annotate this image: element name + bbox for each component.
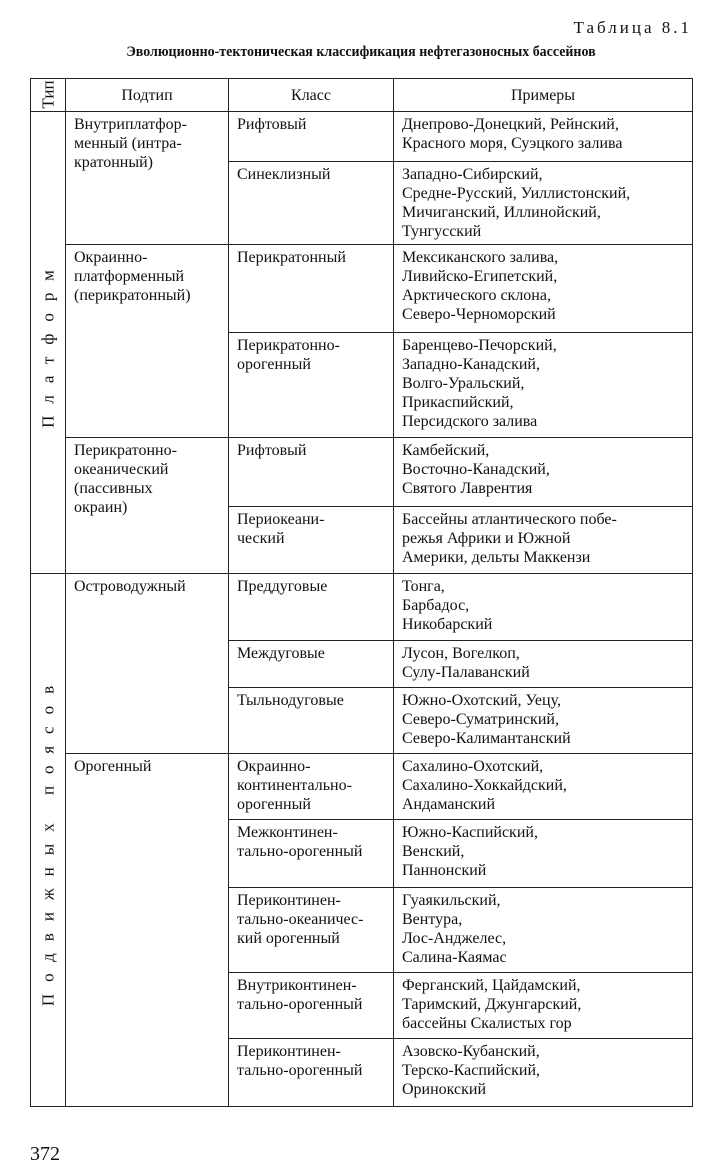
examples-cell: Камбейский, Восточно-Канадский, Святого Лаврентия bbox=[394, 438, 693, 507]
examples-cell: Мексиканского залива, Ливийско-Египетский, Арктического склона, Северо-Черноморский bbox=[394, 245, 693, 333]
table-row bbox=[31, 574, 693, 641]
table-row bbox=[31, 112, 693, 162]
subtype-cell: Внутриплатфор- менный (интра- кратонный) bbox=[66, 112, 229, 245]
class-cell: Рифтовый bbox=[229, 438, 394, 507]
examples-cell: Западно-Сибирский, Средне-Русский, Уиллистонский, Мичиганский, Иллинойский, Тунгусский bbox=[394, 162, 693, 245]
examples-cell: Баренцево-Печорский, Западно-Канадский, Волго-Уральский, Прикаспийский, Персидского залива bbox=[394, 333, 693, 438]
table-row bbox=[31, 245, 693, 333]
class-cell: Окраинно- континентально- орогенный bbox=[229, 754, 394, 820]
examples-cell: Гуаякильский, Вентура, Лос-Анджелес, Салина-Каямас bbox=[394, 888, 693, 973]
subtype-cell: Островодужный bbox=[66, 574, 229, 754]
table-number: Таблица 8.1 bbox=[573, 18, 692, 37]
examples-cell: Днепрово-Донецкий, Рейнский, Красного моря, Суэцкого залива bbox=[394, 112, 693, 162]
class-cell: Рифтовый bbox=[229, 112, 394, 162]
class-cell: Синеклизный bbox=[229, 162, 394, 245]
class-cell: Перикратонный bbox=[229, 245, 394, 333]
examples-cell: Бассейны атлантического побе- режья Африки и Южной Америки, дельты Маккензи bbox=[394, 507, 693, 574]
subtype-cell: Перикратонно- океанический (пассивных окраин) bbox=[66, 438, 229, 574]
header-type bbox=[31, 79, 66, 112]
class-cell: Междуговые bbox=[229, 641, 394, 688]
type-mobile-label: Подвижных поясов bbox=[38, 673, 58, 1007]
subtype-cell: Окраинно- платформенный (перикратонный) bbox=[66, 245, 229, 438]
table-row bbox=[31, 754, 693, 820]
type-platform-label: Платформ bbox=[38, 257, 58, 428]
page-number: 372 bbox=[30, 1143, 60, 1165]
examples-cell: Южно-Каспийский, Венский, Паннонский bbox=[394, 820, 693, 888]
class-cell: Преддуговые bbox=[229, 574, 394, 641]
examples-cell: Азовско-Кубанский, Терско-Каспийский, Оринокский bbox=[394, 1039, 693, 1107]
classification-table bbox=[30, 78, 693, 1107]
header-subtype: Подтип bbox=[66, 79, 229, 112]
examples-cell: Лусон, Вогелкоп, Сулу-Палаванский bbox=[394, 641, 693, 688]
examples-cell: Тонга, Барбадос, Никобарский bbox=[394, 574, 693, 641]
class-cell: Периконтинен- тально-орогенный bbox=[229, 1039, 394, 1107]
class-cell: Периокеани- ческий bbox=[229, 507, 394, 574]
subtype-cell: Орогенный bbox=[66, 754, 229, 1107]
table-row bbox=[31, 438, 693, 507]
header-class: Класс bbox=[229, 79, 394, 112]
class-cell: Периконтинен- тально-океаничес- кий орогенный bbox=[229, 888, 394, 973]
table-title: Эволюционно-тектоническая классификация нефтегазоносных бассейнов bbox=[126, 44, 596, 60]
class-cell: Перикратонно- орогенный bbox=[229, 333, 394, 438]
type-platform bbox=[31, 112, 66, 574]
type-mobile bbox=[31, 574, 66, 1107]
examples-cell: Ферганский, Цайдамский, Таримский, Джунгарский, бассейны Скалистых гор bbox=[394, 973, 693, 1039]
table-header-row bbox=[31, 79, 693, 112]
header-examples: Примеры bbox=[394, 79, 693, 112]
examples-cell: Сахалино-Охотский, Сахалино-Хоккайдский, Андаманский bbox=[394, 754, 693, 820]
class-cell: Межконтинен- тально-орогенный bbox=[229, 820, 394, 888]
class-cell: Тыльнодуговые bbox=[229, 688, 394, 754]
examples-cell: Южно-Охотский, Уецу, Северо-Суматринский, Северо-Калимантанский bbox=[394, 688, 693, 754]
class-cell: Внутриконтинен- тально-орогенный bbox=[229, 973, 394, 1039]
header-type-label: Тип bbox=[38, 80, 58, 109]
